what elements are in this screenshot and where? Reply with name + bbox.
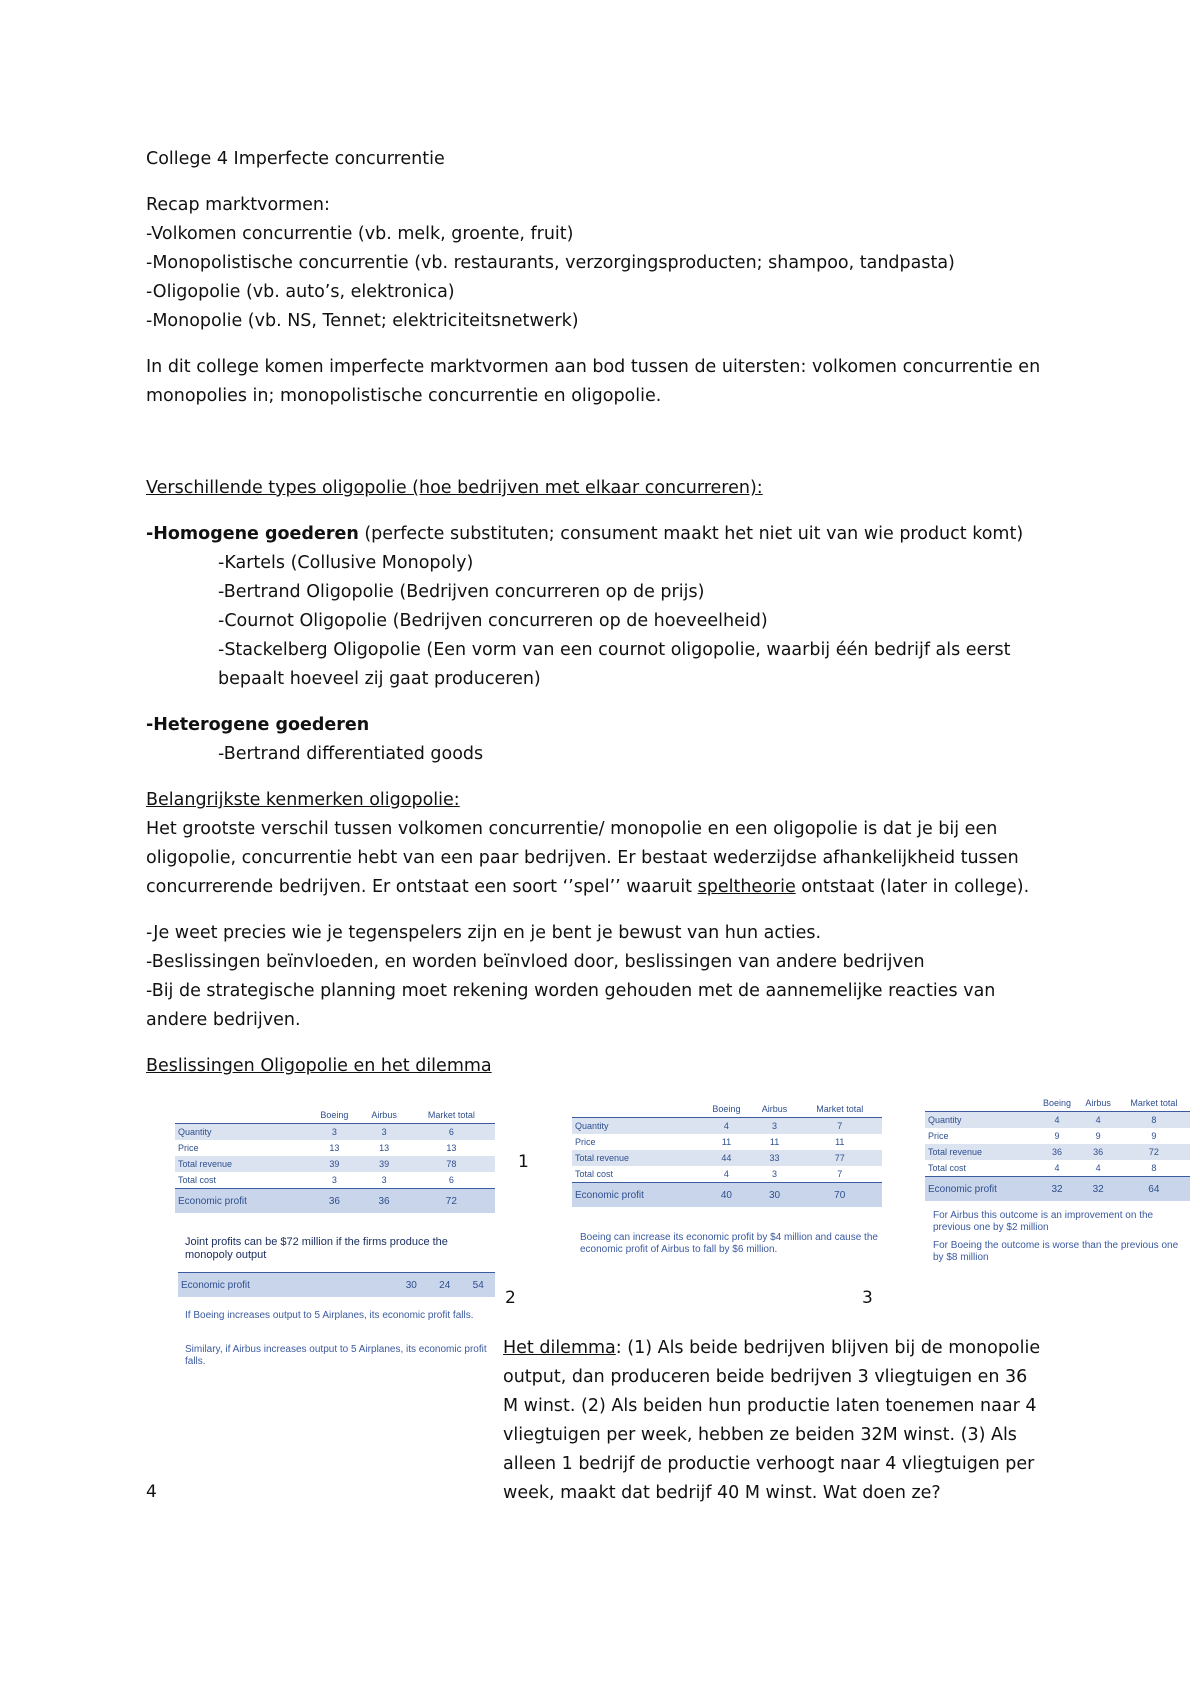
table-1-note-a: If Boeing increases output to 5 Airplanes, its economic profit falls. <box>185 1310 474 1321</box>
table-row <box>925 1144 1190 1160</box>
table-3-note-a: For Airbus this outcome is an improvement on the previous one by $2 million <box>933 1210 1154 1233</box>
table-cell: Quantity <box>175 1124 308 1141</box>
table-row <box>175 1140 495 1156</box>
col-header <box>925 1096 1035 1112</box>
table-cell: 11 <box>721 1137 732 1147</box>
col-header: Airbus <box>752 1102 798 1118</box>
dilemma-text: : (1) Als beide bedrijven blijven bij de monopolie <box>615 1338 1041 1358</box>
table-cell: 32 <box>1035 1177 1078 1202</box>
table-cell: 9 <box>1054 1131 1060 1141</box>
kenmerken-text-pre: concurrerende bedrijven. Er ontstaat een soort ‘’spel’’ waaruit <box>146 877 698 897</box>
dilemma-line <box>503 1337 1040 1359</box>
table-cell: 30 <box>752 1183 798 1208</box>
table-cell: 3 <box>772 1169 778 1179</box>
table-cell: 3 <box>331 1175 337 1185</box>
homogeneous-item: -Cournot Oligopolie (Bedrijven concurreren op de hoeveelheid) <box>218 611 768 631</box>
figure-number: 3 <box>862 1288 873 1308</box>
table-3-note-b: For Boeing the outcome is worse than the previous one by $8 million <box>933 1240 1179 1263</box>
table-cell: 3 <box>360 1124 407 1141</box>
dilemma-text: vliegtuigen per week, hebben ze beiden 32M winst. (3) Als <box>503 1425 1017 1445</box>
table-cell: 7 <box>797 1118 882 1135</box>
homogeneous-description: (perfecte substituten; consument maakt het niet uit van wie product komt) <box>358 524 1024 544</box>
table-cell: 33 <box>752 1150 798 1166</box>
table-row <box>175 1172 495 1189</box>
table-1-note-b: Similary, if Airbus increases output to 5 Airplanes, its economic profit falls. <box>185 1344 487 1367</box>
table-cell: Economic profit <box>925 1177 1035 1202</box>
table-cell: Economic profit <box>178 1273 395 1298</box>
dilemma-text: week, maakt dat bedrijf 40 M winst. Wat doen ze? <box>503 1483 941 1503</box>
table-cell: 30 <box>395 1273 428 1298</box>
col-header <box>175 1108 308 1124</box>
table-row <box>572 1150 882 1166</box>
table-cell: 54 <box>461 1273 495 1298</box>
table-cell: Quantity <box>925 1112 1035 1129</box>
col-header: Market total <box>797 1102 882 1118</box>
kenmerken-heading: Belangrijkste kenmerken oligopolie: <box>146 790 460 810</box>
recap-heading: Recap marktvormen: <box>146 195 330 215</box>
table-cell: 36 <box>1079 1144 1118 1160</box>
table-cell: 39 <box>308 1156 360 1172</box>
table-cell: 6 <box>448 1175 454 1185</box>
profit-row <box>572 1183 882 1208</box>
profit-row <box>178 1273 495 1298</box>
homogeneous-item: bepaalt hoeveel zij gaat produceren) <box>218 669 541 689</box>
table-cell: 72 <box>408 1189 495 1214</box>
table-cell: Economic profit <box>572 1183 701 1208</box>
table-cell: 4 <box>723 1169 729 1179</box>
profit-row <box>175 1189 495 1214</box>
dilemma-text: M winst. (2) Als beiden hun productie laten toenemen naar 4 <box>503 1396 1037 1416</box>
table-cell: 9 <box>1151 1131 1157 1141</box>
col-header <box>572 1102 701 1118</box>
table-cell: 4 <box>1079 1112 1118 1129</box>
kenmerken-text <box>146 876 1029 898</box>
table-cell: 4 <box>1054 1163 1060 1173</box>
table-cell: 13 <box>446 1143 457 1153</box>
homogeneous-item: -Stackelberg Oligopolie (Een vorm van een cournot oligopolie, waarbij één bedrijf als eerst <box>218 640 1011 660</box>
table-cell: 13 <box>329 1143 340 1153</box>
table-cell: 39 <box>360 1156 407 1172</box>
homogeneous-label: -Homogene goederen <box>146 524 359 544</box>
intro-text: In dit college komen imperfecte marktvormen aan bod tussen de uitersten: volkomen concurrentie en <box>146 357 1041 377</box>
recap-item: -Oligopolie (vb. auto’s, elektronica) <box>146 282 455 302</box>
beslissingen-heading: Beslissingen Oligopolie en het dilemma <box>146 1056 492 1076</box>
speltheorie-link: speltheorie <box>697 877 796 897</box>
col-header: Market total <box>1118 1096 1190 1112</box>
recap-item: -Monopolistische concurrentie (vb. restaurants, verzorgingsproducten; shampoo, tandpasta) <box>146 253 955 273</box>
table-row <box>572 1118 882 1135</box>
table-cell: 3 <box>308 1124 360 1141</box>
table-cell: Total revenue <box>175 1156 308 1172</box>
col-header: Market total <box>408 1108 495 1124</box>
table-row <box>175 1156 495 1172</box>
payoff-table-1b <box>178 1272 495 1297</box>
table-cell: 11 <box>835 1137 845 1147</box>
col-header: Boeing <box>701 1102 751 1118</box>
profit-row <box>925 1177 1190 1202</box>
table-cell: Total revenue <box>925 1144 1035 1160</box>
col-header: Boeing <box>1035 1096 1078 1112</box>
homogeneous-item: -Kartels (Collusive Monopoly) <box>218 553 474 573</box>
table-cell: Total cost <box>575 1169 614 1179</box>
table-cell: 36 <box>308 1189 360 1214</box>
table-cell: 36 <box>360 1189 407 1214</box>
table-cell: 40 <box>701 1183 751 1208</box>
figure-number: 1 <box>518 1152 529 1172</box>
types-heading: Verschillende types oligopolie (hoe bedrijven met elkaar concurreren): <box>146 478 763 498</box>
table-cell: 3 <box>752 1118 798 1135</box>
table-row <box>925 1128 1190 1144</box>
table-cell: 3 <box>381 1175 387 1185</box>
table-cell: 77 <box>797 1150 882 1166</box>
table-cell: Total revenue <box>572 1150 701 1166</box>
table-cell: 8 <box>1118 1112 1190 1129</box>
table-cell: Price <box>575 1137 596 1147</box>
table-cell: 70 <box>797 1183 882 1208</box>
table-cell: Economic profit <box>175 1189 308 1214</box>
table-cell: 4 <box>1035 1112 1078 1129</box>
table-row <box>175 1124 495 1141</box>
table-cell: 4 <box>701 1118 751 1135</box>
table-cell: 24 <box>428 1273 461 1298</box>
table-cell: 72 <box>1118 1144 1190 1160</box>
dilemma-text: alleen 1 bedrijf de productie verhoogt naar 4 vliegtuigen per <box>503 1454 1035 1474</box>
table-cell: 32 <box>1079 1177 1118 1202</box>
recap-item: -Volkomen concurrentie (vb. melk, groente, fruit) <box>146 224 574 244</box>
col-header: Airbus <box>1079 1096 1118 1112</box>
table-cell: 78 <box>408 1156 495 1172</box>
table-cell: Total cost <box>928 1163 967 1173</box>
col-header: Boeing <box>308 1108 360 1124</box>
table-cell: Price <box>928 1131 949 1141</box>
figure-number: 2 <box>505 1288 516 1308</box>
table-cell: 4 <box>1095 1163 1101 1173</box>
bullet-item: -Bij de strategische planning moet rekening worden gehouden met de aannemelijke reacties van <box>146 981 996 1001</box>
payoff-table-1 <box>175 1108 495 1213</box>
kenmerken-text-post: ontstaat (later in college). <box>795 877 1030 897</box>
dilemma-text: output, dan produceren beide bedrijven 3 vliegtuigen en 36 <box>503 1367 1028 1387</box>
heterogeneous-label: -Heterogene goederen <box>146 715 370 735</box>
table-cell: Quantity <box>572 1118 701 1135</box>
table-row <box>925 1160 1190 1177</box>
intro-text: monopolies in; monopolistische concurrentie en oligopolie. <box>146 386 662 406</box>
dilemma-label: Het dilemma <box>503 1338 616 1358</box>
homogeneous-item: -Bertrand Oligopolie (Bedrijven concurreren op de prijs) <box>218 582 705 602</box>
table-cell: 64 <box>1118 1177 1190 1202</box>
kenmerken-text: Het grootste verschil tussen volkomen concurrentie/ monopolie en een oligopolie is dat je bij een <box>146 819 998 839</box>
kenmerken-text: oligopolie, concurrentie hebt van een paar bedrijven. Er bestaat wederzijdse afhankelijkheid tussen <box>146 848 1019 868</box>
table-row <box>925 1112 1190 1129</box>
table-cell: 13 <box>379 1143 390 1153</box>
bullet-item: andere bedrijven. <box>146 1010 301 1030</box>
table-cell: 44 <box>701 1150 751 1166</box>
col-header: Airbus <box>360 1108 407 1124</box>
table-cell: Price <box>178 1143 199 1153</box>
table-cell: 36 <box>1035 1144 1078 1160</box>
payoff-table-3 <box>925 1096 1190 1201</box>
table-2-note: Boeing can increase its economic profit by $4 million and cause the economic profit of Airbus to fall by $6 million. <box>580 1232 878 1255</box>
recap-item: -Monopolie (vb. NS, Tennet; elektriciteitsnetwerk) <box>146 311 579 331</box>
table-row <box>572 1134 882 1150</box>
figure-number: 4 <box>146 1482 157 1502</box>
payoff-table-2 <box>572 1102 882 1207</box>
bullet-item: -Beslissingen beïnvloeden, en worden beïnvloed door, beslissingen van andere bedrijven <box>146 952 925 972</box>
table-cell: Total cost <box>178 1175 217 1185</box>
homogeneous-line <box>146 523 1023 545</box>
table-1-note: Joint profits can be $72 million if the firms produce the monopoly output <box>185 1236 448 1261</box>
table-cell: 9 <box>1095 1131 1101 1141</box>
table-cell: 8 <box>1151 1163 1157 1173</box>
bullet-item: -Je weet precies wie je tegenspelers zijn en je bent je bewust van hun acties. <box>146 923 822 943</box>
page-title: College 4 Imperfecte concurrentie <box>146 149 445 169</box>
heterogeneous-item: -Bertrand differentiated goods <box>218 744 484 764</box>
table-cell: 6 <box>408 1124 495 1141</box>
table-cell: 7 <box>837 1169 843 1179</box>
table-row <box>572 1166 882 1183</box>
table-cell: 11 <box>769 1137 780 1147</box>
